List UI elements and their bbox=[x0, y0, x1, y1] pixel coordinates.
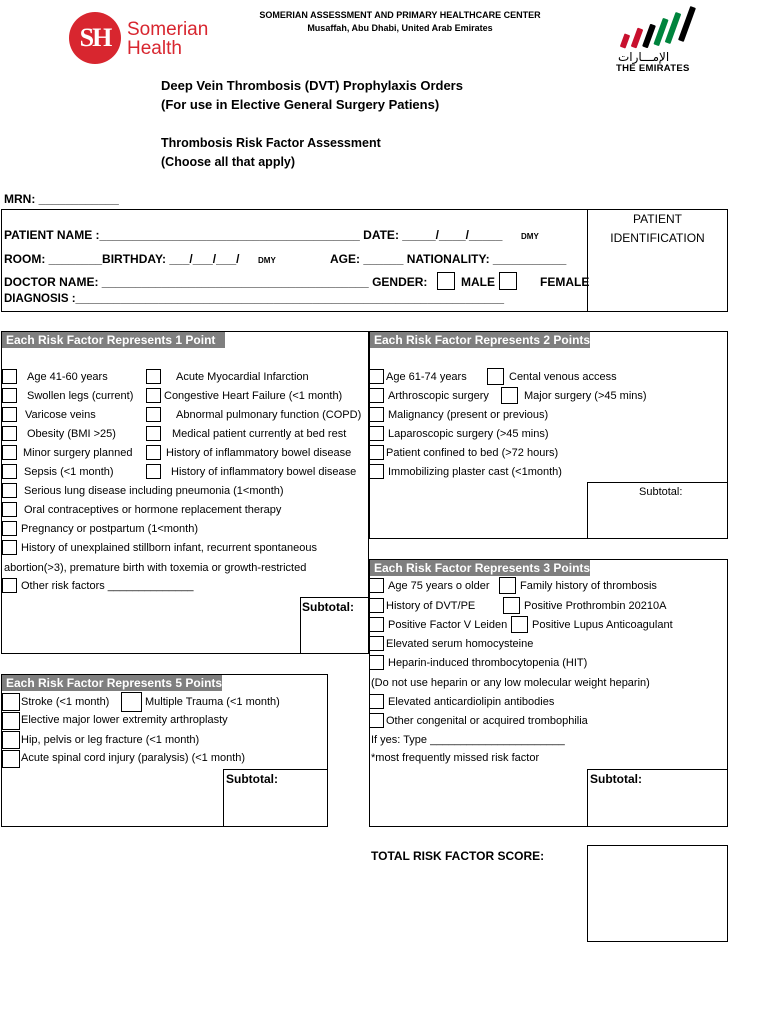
risk-item: Congestive Heart Failure (<1 month) bbox=[164, 390, 343, 402]
patient-identification-label: PATIENT IDENTIFICATION bbox=[610, 212, 705, 245]
other-risk-factors-field[interactable]: Other risk factors ______________ bbox=[21, 580, 194, 592]
risk-item: Multiple Trauma (<1 month) bbox=[145, 696, 280, 708]
checkbox[interactable] bbox=[369, 445, 384, 460]
checkbox[interactable] bbox=[2, 712, 20, 730]
risk-item: Obesity (BMI >25) bbox=[27, 428, 116, 440]
one-point-subtotal-label: Subtotal: bbox=[302, 600, 354, 614]
checkbox[interactable] bbox=[369, 598, 384, 613]
checkbox[interactable] bbox=[146, 407, 161, 422]
risk-item: Malignancy (present or previous) bbox=[388, 409, 549, 421]
checkbox[interactable] bbox=[503, 597, 520, 614]
risk-item: Arthroscopic surgery bbox=[388, 390, 489, 402]
checkbox[interactable] bbox=[2, 369, 17, 384]
checkbox[interactable] bbox=[369, 369, 384, 384]
risk-item: Patient confined to bed (>72 hours) bbox=[386, 447, 559, 459]
risk-item: Sepsis (<1 month) bbox=[24, 466, 114, 478]
dmy-label: DMY bbox=[521, 232, 539, 241]
risk-item: History of unexplained stillborn infant, recurrent spontaneous bbox=[21, 542, 317, 554]
risk-item: Age 75 years o older bbox=[388, 580, 490, 592]
checkbox[interactable] bbox=[369, 388, 384, 403]
center-name: SOMERIAN ASSESSMENT AND PRIMARY HEALTHCARE CENTER bbox=[259, 10, 541, 20]
risk-item: Acute Myocardial Infarction bbox=[176, 371, 309, 383]
risk-item: Immobilizing plaster cast (<1month) bbox=[388, 466, 562, 478]
somerian-logo-icon: SH bbox=[69, 12, 121, 64]
brand-name: Somerian Health bbox=[127, 19, 209, 59]
checkbox[interactable] bbox=[369, 694, 384, 709]
checkbox[interactable] bbox=[2, 388, 17, 403]
risk-item: Major surgery (>45 mins) bbox=[524, 390, 647, 402]
total-score-box[interactable] bbox=[587, 845, 728, 942]
checkbox[interactable] bbox=[2, 540, 17, 555]
checkbox[interactable] bbox=[369, 713, 384, 728]
risk-item: Abnormal pulmonary function (COPD) bbox=[176, 409, 362, 421]
checkbox[interactable] bbox=[2, 578, 17, 593]
risk-item: Medical patient currently at bed rest bbox=[172, 428, 347, 440]
risk-item: Swollen legs (current) bbox=[27, 390, 134, 402]
doctor-name-field[interactable]: DOCTOR NAME: ________________________________________ GENDER: bbox=[4, 275, 428, 289]
checkbox[interactable] bbox=[2, 464, 17, 479]
checkbox[interactable] bbox=[511, 616, 528, 633]
assessment-instruction: (Choose all that apply) bbox=[161, 155, 296, 169]
patient-name-date-field[interactable]: PATIENT NAME :_______________________________________ DATE: _____/____/_____ bbox=[4, 228, 503, 242]
risk-item: Other congenital or acquired trombophilia bbox=[386, 715, 588, 727]
risk-item: Positive Factor V Leiden bbox=[388, 619, 508, 631]
risk-item-continued: abortion(>3), premature birth with toxemia or growth-restricted bbox=[4, 562, 307, 574]
checkbox[interactable] bbox=[146, 445, 161, 460]
male-label: MALE bbox=[461, 275, 495, 289]
checkbox[interactable] bbox=[2, 750, 20, 768]
center-location: Musaffah, Abu Dhabi, United Arab Emirates bbox=[307, 23, 493, 33]
checkbox[interactable] bbox=[369, 636, 384, 651]
risk-item: Elevated serum homocysteine bbox=[386, 638, 534, 650]
risk-item: Minor surgery planned bbox=[23, 447, 133, 459]
risk-item: Heparin-induced thrombocytopenia (HIT) bbox=[388, 657, 588, 669]
risk-item: Age 61-74 years bbox=[386, 371, 467, 383]
diagnosis-field[interactable]: DIAGNOSIS :___________________________________________________________________ bbox=[4, 293, 505, 305]
risk-item: Laparoscopic surgery (>45 mins) bbox=[388, 428, 549, 440]
one-point-header: Each Risk Factor Represents 1 Point bbox=[2, 332, 225, 348]
checkbox[interactable] bbox=[369, 655, 384, 670]
footnote: *most frequently missed risk factor bbox=[371, 752, 540, 764]
risk-item: Acute spinal cord injury (paralysis) (<1 month) bbox=[21, 752, 246, 764]
female-label: FEMALE bbox=[540, 275, 590, 289]
form-title: Deep Vein Thrombosis (DVT) Prophylaxis Orders bbox=[161, 78, 463, 93]
checkbox[interactable] bbox=[2, 502, 17, 517]
five-points-subtotal-label: Subtotal: bbox=[226, 772, 278, 786]
risk-item: Positive Prothrombin 20210A bbox=[524, 600, 667, 612]
checkbox[interactable] bbox=[146, 426, 161, 441]
checkbox[interactable] bbox=[369, 578, 384, 593]
risk-item: Elective major lower extremity arthroplasty bbox=[21, 714, 228, 726]
male-checkbox[interactable] bbox=[437, 272, 455, 290]
risk-item: Varicose veins bbox=[25, 409, 96, 421]
risk-item: Positive Lupus Anticoagulant bbox=[532, 619, 673, 631]
risk-item: Cental venous access bbox=[509, 371, 617, 383]
the-emirates-logo-icon: الإمـــارات THE EMIRATES bbox=[612, 4, 712, 74]
risk-item: Pregnancy or postpartum (1<month) bbox=[21, 523, 199, 535]
risk-item: History of inflammatory bowel disease bbox=[171, 466, 357, 478]
type-field[interactable]: If yes: Type ______________________ bbox=[371, 734, 565, 746]
risk-item: Elevated anticardiolipin antibodies bbox=[388, 696, 555, 708]
risk-item: Stroke (<1 month) bbox=[21, 696, 110, 708]
assessment-title: Thrombosis Risk Factor Assessment bbox=[161, 136, 381, 150]
dmy-label: DMY bbox=[258, 256, 276, 265]
checkbox[interactable] bbox=[146, 388, 161, 403]
risk-item: Family history of thrombosis bbox=[520, 580, 657, 592]
age-nationality-field[interactable]: AGE: ______ NATIONALITY: ___________ bbox=[330, 252, 567, 266]
mrn-field[interactable]: MRN: ____________ bbox=[4, 192, 119, 206]
checkbox[interactable] bbox=[146, 369, 161, 384]
checkbox[interactable] bbox=[369, 617, 384, 632]
risk-item: Serious lung disease including pneumonia (1<month) bbox=[24, 485, 284, 497]
checkbox[interactable] bbox=[121, 692, 142, 712]
checkbox[interactable] bbox=[487, 368, 504, 385]
two-points-header: Each Risk Factor Represents 2 Points bbox=[370, 332, 590, 348]
checkbox[interactable] bbox=[369, 426, 384, 441]
room-birthday-field[interactable]: ROOM: ________BIRTHDAY: ___/___/___/ bbox=[4, 252, 240, 266]
risk-item: Oral contraceptives or hormone replacement therapy bbox=[24, 504, 282, 516]
three-points-header: Each Risk Factor Represents 3 Points bbox=[370, 560, 590, 576]
checkbox[interactable] bbox=[501, 387, 518, 404]
female-checkbox[interactable] bbox=[499, 272, 517, 290]
form-subtitle: (For use in Elective General Surgery Patiens) bbox=[161, 97, 440, 112]
checkbox[interactable] bbox=[146, 464, 161, 479]
checkbox[interactable] bbox=[2, 426, 17, 441]
checkbox[interactable] bbox=[2, 693, 20, 711]
checkbox[interactable] bbox=[369, 407, 384, 422]
checkbox[interactable] bbox=[2, 445, 17, 460]
three-points-subtotal-label: Subtotal: bbox=[590, 772, 642, 786]
checkbox[interactable] bbox=[2, 483, 17, 498]
checkbox[interactable] bbox=[499, 577, 516, 594]
checkbox[interactable] bbox=[2, 731, 20, 749]
checkbox[interactable] bbox=[2, 521, 17, 536]
checkbox[interactable] bbox=[369, 464, 384, 479]
checkbox[interactable] bbox=[2, 407, 17, 422]
risk-item: History of DVT/PE bbox=[386, 600, 476, 612]
risk-item: Hip, pelvis or leg fracture (<1 month) bbox=[21, 734, 200, 746]
risk-item: Age 41-60 years bbox=[27, 371, 108, 383]
heparin-note: (Do not use heparin or any low molecular weight heparin) bbox=[371, 677, 650, 689]
five-points-header: Each Risk Factor Represents 5 Points bbox=[2, 675, 222, 691]
total-score-label: TOTAL RISK FACTOR SCORE: bbox=[371, 849, 545, 863]
two-points-subtotal-label: Subtotal: bbox=[639, 486, 683, 498]
risk-item: History of inflammatory bowel disease bbox=[166, 447, 352, 459]
